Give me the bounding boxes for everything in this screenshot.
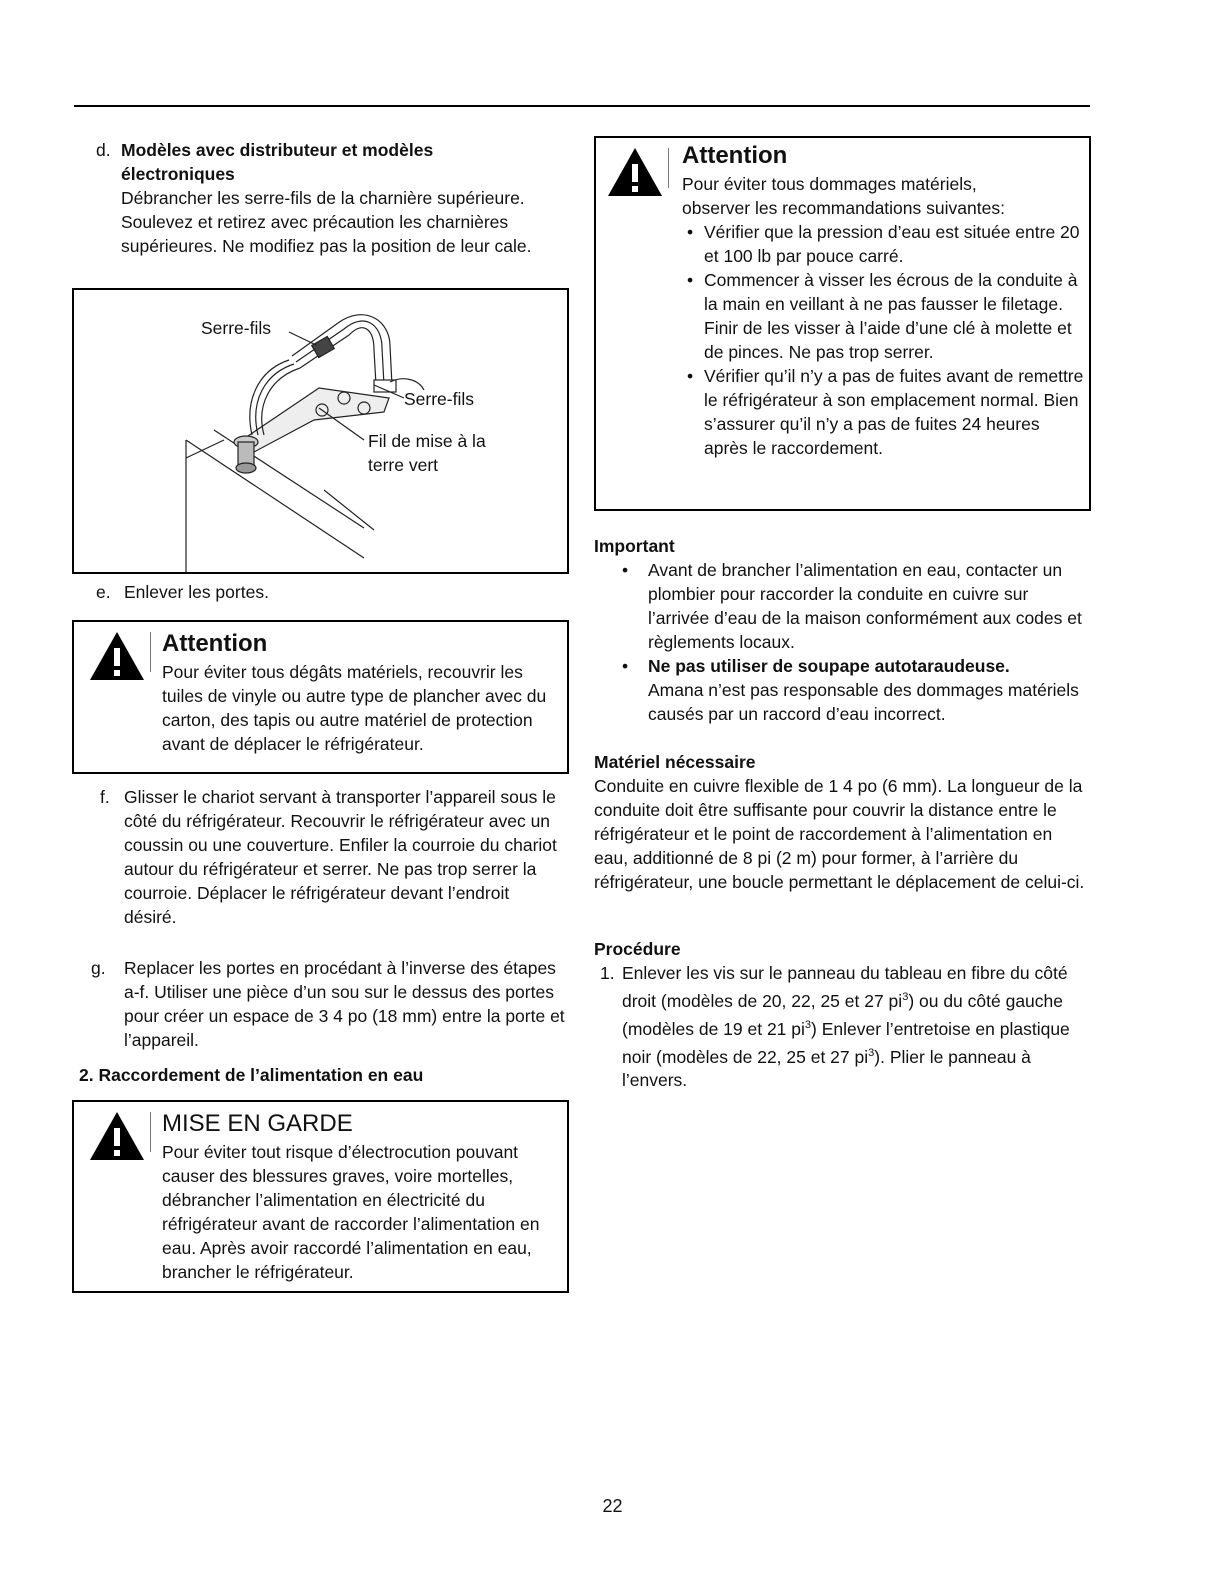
hinge-figure [72,288,569,574]
attention-intro-2: Pour éviter tous dommages matériels, observer les recommandations suivantes: [682,174,1005,218]
materiel-section [594,750,1090,894]
warning-triangle-icon [606,146,664,198]
page-number: 22 [602,1496,623,1516]
divider [150,632,151,672]
important-list [622,558,1084,726]
list-item: • Ne pas utiliser de soupape autotaraudeuse. Amana n’est pas responsable des dommages matériels causés par un raccord d’eau incorrect. [622,656,1079,724]
step-d [96,138,556,258]
warning-box [72,1100,569,1293]
step-e-body: Enlever les portes. [124,582,269,602]
figure-label-ground-wire: Fil de mise à la terre vert [368,431,486,475]
warning-triangle-icon [88,630,146,682]
list-item: • Vérifier que la pression d’eau est située entre 20 et 100 lb par pouce carré. [687,222,1080,266]
procedure-heading: Procédure [594,939,681,959]
step-f-label: f. [100,787,110,807]
procedure-section [594,937,1090,1092]
step-g [91,956,565,1052]
list-item: • Avant de brancher l’alimentation en eau, contacter un plombier pour raccorder la conduite en cuivre sur l’arrivée d’eau de la maison conformément aux codes et règlements locaux. [622,560,1082,652]
top-rule [74,105,1090,107]
step-e-label: e. [96,582,111,602]
attention-box-1 [72,620,569,774]
hinge-illustration [74,290,567,572]
attention-body-1: Pour éviter tous dégâts matériels, recouvrir les tuiles de vinyle ou autre type de plancher avec du carton, des tapis ou autre matériel de protection avant de déplacer le réfrigérateur. [162,662,547,754]
step-d-label: d. [96,140,111,160]
figure-label-serre-fils-1: Serre-fils [201,318,272,338]
step-g-label: g. [91,958,106,978]
procedure-step-1: Enlever les vis sur le panneau du tableau en fibre du côté droit (modèles de 20, 22, 25 et 27 $pi^3$) ou du côté gauche (modèles de 19 et 21 $pi^3$) Enlever l’entretoise en plastique noir (modèles de 22, 25 et 27 $pi^3$). Plier le panneau à l’envers. [622,963,1070,1091]
materiel-body: Conduite en cuivre flexible de 1 4 po (6 mm). La longueur de la conduite doit être suffisante pour couvrir la distance entre le réfrigérateur et le point de raccordement à l’alimentation en eau, additionné de 8 pi (2 m) pour former, à l’arrière du réfrigérateur, une boucle permettant le déplacement de celui-ci. [594,776,1085,892]
attention-title-2: Attention [682,142,788,169]
important-section [594,534,1084,726]
step-g-body: Replacer les portes en procédant à l’inverse des étapes a-f. Utiliser une pièce d’un sou sur le dessus des portes pour créer un espace de 3 4 po (18 mm) entre la porte et l’appareil. [124,958,565,1050]
warning-title: MISE EN GARDE [162,1110,353,1137]
warning-body: Pour éviter tout risque d’électrocution pouvant causer des blessures graves, voire mortelles, débrancher l’alimentation en électricité du réfrigérateur avant de raccorder l’alimentation en eau. Après avoir raccordé l’alimentation en eau, brancher le réfrigérateur. [162,1142,540,1282]
step-d-body: Débrancher les serre-fils de la charnière supérieure. Soulevez et retirez avec précaution les charnières supérieures. Ne modifiez pas la position de leur cale. [121,188,532,256]
divider [668,148,669,188]
important-heading: Important [594,536,675,556]
step-e [96,580,556,604]
list-item: • Vérifier qu’il n’y a pas de fuites avant de remettre le réfrigérateur à son emplacement normal. Bien s’assurer qu’il n’y a pas de fuites 24 heures après le raccordement. [687,366,1084,458]
figure-label-serre-fils-2: Serre-fils [404,389,475,409]
step-f [100,785,565,929]
materiel-heading: Matériel nécessaire [594,752,756,772]
list-item: • Commencer à visser les écrous de la conduite à la main en veillant à ne pas fausser le filetage. Finir de les visser à l’aide d’une clé à molette et de pinces. Ne pas trop serrer. [687,270,1078,362]
section-heading-2: 2. Raccordement de l’alimentation en eau [79,1065,424,1085]
step-d-title: Modèles avec distributeur et modèles électroniques [121,140,434,184]
attention-box-2 [594,136,1091,511]
divider [150,1112,151,1152]
warning-triangle-icon [88,1110,146,1162]
procedure-step-label: 1. [600,963,615,983]
attention-title-1: Attention [162,630,268,657]
step-f-body: Glisser le chariot servant à transporter l’appareil sous le côté du réfrigérateur. Recouvrir le réfrigérateur avec un coussin ou une couverture. Enfiler la courroie du chariot autour du réfrigérateur et serrer. Ne pas trop serrer la courroie. Déplacer le réfrigérateur devant l’endroit désiré. [124,787,557,927]
attention-list-2 [687,220,1087,460]
